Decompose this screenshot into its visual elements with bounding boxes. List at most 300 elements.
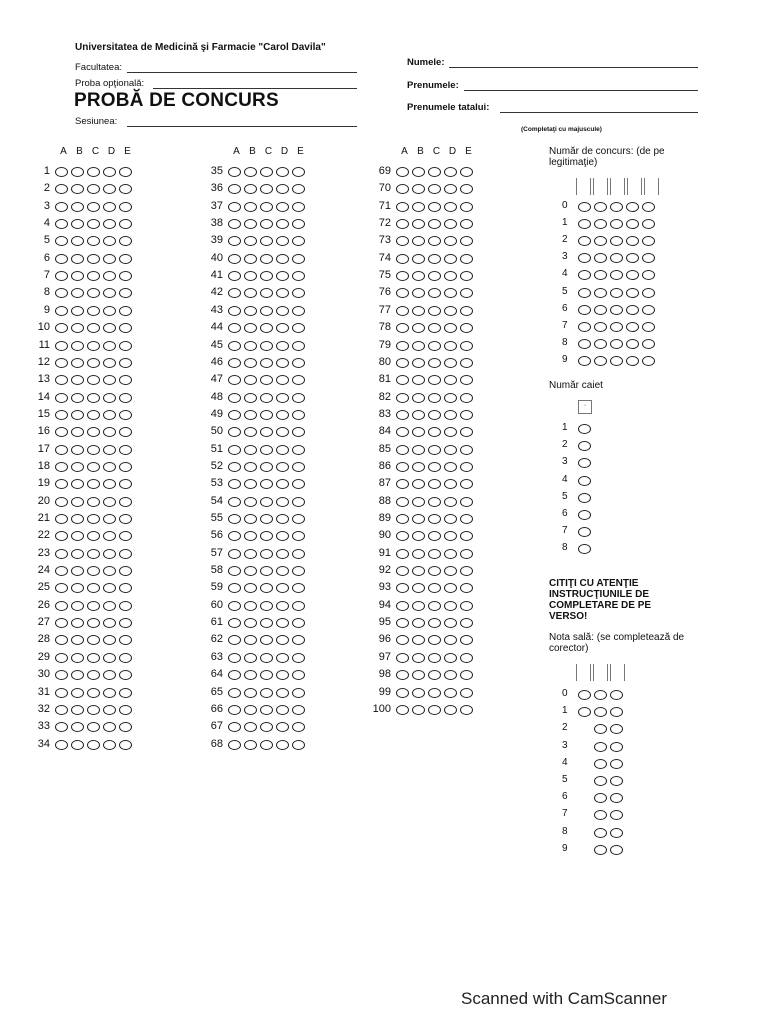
- candidate-number-bubble[interactable]: [642, 305, 655, 315]
- answer-bubble-c[interactable]: [87, 445, 100, 455]
- answer-bubble-b[interactable]: [412, 341, 425, 351]
- answer-bubble-d[interactable]: [103, 427, 116, 437]
- answer-bubble-a[interactable]: [55, 583, 68, 593]
- room-grade-bubble[interactable]: [594, 742, 607, 752]
- answer-bubble-d[interactable]: [444, 288, 457, 298]
- answer-bubble-d[interactable]: [103, 497, 116, 507]
- answer-bubble-a[interactable]: [228, 462, 241, 472]
- answer-bubble-b[interactable]: [244, 271, 257, 281]
- room-grade-bubble[interactable]: [610, 759, 623, 769]
- answer-bubble-c[interactable]: [87, 479, 100, 489]
- answer-bubble-e[interactable]: [119, 375, 132, 385]
- answer-bubble-b[interactable]: [244, 531, 257, 541]
- answer-bubble-b[interactable]: [412, 688, 425, 698]
- candidate-number-bubble[interactable]: [578, 202, 591, 212]
- answer-bubble-b[interactable]: [244, 236, 257, 246]
- answer-bubble-a[interactable]: [55, 358, 68, 368]
- answer-bubble-a[interactable]: [396, 306, 409, 316]
- answer-bubble-e[interactable]: [292, 167, 305, 177]
- answer-bubble-c[interactable]: [428, 705, 441, 715]
- answer-bubble-e[interactable]: [292, 236, 305, 246]
- candidate-number-bubble[interactable]: [578, 322, 591, 332]
- answer-bubble-c[interactable]: [428, 688, 441, 698]
- answer-bubble-e[interactable]: [119, 479, 132, 489]
- answer-bubble-c[interactable]: [428, 271, 441, 281]
- answer-bubble-b[interactable]: [244, 497, 257, 507]
- answer-bubble-c[interactable]: [260, 341, 273, 351]
- answer-bubble-d[interactable]: [276, 375, 289, 385]
- answer-bubble-e[interactable]: [460, 462, 473, 472]
- answer-bubble-d[interactable]: [103, 635, 116, 645]
- answer-bubble-b[interactable]: [244, 341, 257, 351]
- answer-bubble-b[interactable]: [412, 393, 425, 403]
- answer-bubble-a[interactable]: [55, 514, 68, 524]
- answer-bubble-d[interactable]: [444, 393, 457, 403]
- answer-bubble-c[interactable]: [260, 618, 273, 628]
- answer-bubble-c[interactable]: [428, 375, 441, 385]
- room-grade-bubble[interactable]: [578, 707, 591, 717]
- answer-bubble-b[interactable]: [244, 479, 257, 489]
- answer-bubble-a[interactable]: [396, 219, 409, 229]
- answer-bubble-e[interactable]: [460, 635, 473, 645]
- faculty-field[interactable]: [127, 72, 357, 73]
- answer-bubble-a[interactable]: [228, 271, 241, 281]
- candidate-number-bubble[interactable]: [578, 236, 591, 246]
- answer-bubble-b[interactable]: [71, 462, 84, 472]
- answer-bubble-a[interactable]: [396, 635, 409, 645]
- answer-bubble-b[interactable]: [244, 202, 257, 212]
- candidate-number-bubble[interactable]: [626, 253, 639, 263]
- answer-bubble-a[interactable]: [396, 167, 409, 177]
- answer-bubble-d[interactable]: [276, 410, 289, 420]
- answer-bubble-b[interactable]: [71, 358, 84, 368]
- room-grade-bubble[interactable]: [594, 810, 607, 820]
- answer-bubble-b[interactable]: [244, 184, 257, 194]
- answer-bubble-a[interactable]: [55, 618, 68, 628]
- answer-bubble-d[interactable]: [276, 566, 289, 576]
- answer-bubble-a[interactable]: [396, 375, 409, 385]
- answer-bubble-a[interactable]: [55, 722, 68, 732]
- booklet-number-bubble[interactable]: [578, 493, 591, 503]
- answer-bubble-a[interactable]: [228, 601, 241, 611]
- answer-bubble-e[interactable]: [292, 254, 305, 264]
- answer-bubble-a[interactable]: [396, 566, 409, 576]
- answer-bubble-d[interactable]: [444, 236, 457, 246]
- answer-bubble-a[interactable]: [228, 670, 241, 680]
- answer-bubble-a[interactable]: [55, 393, 68, 403]
- answer-bubble-c[interactable]: [260, 410, 273, 420]
- answer-bubble-c[interactable]: [428, 219, 441, 229]
- answer-bubble-e[interactable]: [460, 705, 473, 715]
- answer-bubble-d[interactable]: [444, 427, 457, 437]
- answer-bubble-e[interactable]: [292, 462, 305, 472]
- answer-bubble-d[interactable]: [276, 219, 289, 229]
- booklet-number-bubble[interactable]: [578, 441, 591, 451]
- answer-bubble-a[interactable]: [396, 670, 409, 680]
- room-grade-bubble[interactable]: [610, 690, 623, 700]
- answer-bubble-e[interactable]: [460, 202, 473, 212]
- answer-bubble-e[interactable]: [119, 410, 132, 420]
- candidate-number-bubble[interactable]: [626, 305, 639, 315]
- answer-bubble-a[interactable]: [396, 601, 409, 611]
- candidate-number-bubble[interactable]: [610, 253, 623, 263]
- answer-bubble-d[interactable]: [103, 722, 116, 732]
- answer-bubble-e[interactable]: [119, 219, 132, 229]
- answer-bubble-e[interactable]: [460, 688, 473, 698]
- answer-bubble-e[interactable]: [460, 531, 473, 541]
- answer-bubble-b[interactable]: [71, 410, 84, 420]
- answer-bubble-e[interactable]: [119, 688, 132, 698]
- answer-bubble-d[interactable]: [103, 375, 116, 385]
- answer-bubble-e[interactable]: [292, 445, 305, 455]
- answer-bubble-b[interactable]: [244, 653, 257, 663]
- answer-bubble-c[interactable]: [260, 566, 273, 576]
- answer-bubble-e[interactable]: [119, 323, 132, 333]
- answer-bubble-d[interactable]: [276, 583, 289, 593]
- answer-bubble-d[interactable]: [103, 254, 116, 264]
- answer-bubble-c[interactable]: [260, 306, 273, 316]
- optional-test-field[interactable]: [153, 88, 357, 89]
- answer-bubble-a[interactable]: [55, 653, 68, 663]
- answer-bubble-d[interactable]: [103, 705, 116, 715]
- answer-bubble-a[interactable]: [55, 236, 68, 246]
- answer-bubble-d[interactable]: [103, 184, 116, 194]
- answer-bubble-b[interactable]: [244, 740, 257, 750]
- answer-bubble-d[interactable]: [276, 479, 289, 489]
- father-name-field[interactable]: [500, 112, 698, 113]
- answer-bubble-d[interactable]: [103, 236, 116, 246]
- candidate-number-bubble[interactable]: [642, 339, 655, 349]
- answer-bubble-e[interactable]: [460, 375, 473, 385]
- answer-bubble-e[interactable]: [460, 670, 473, 680]
- answer-bubble-a[interactable]: [228, 410, 241, 420]
- answer-bubble-e[interactable]: [119, 184, 132, 194]
- candidate-number-bubble[interactable]: [610, 288, 623, 298]
- answer-bubble-b[interactable]: [244, 722, 257, 732]
- answer-bubble-b[interactable]: [244, 549, 257, 559]
- booklet-number-bubble[interactable]: [578, 458, 591, 468]
- answer-bubble-a[interactable]: [396, 358, 409, 368]
- answer-bubble-d[interactable]: [444, 375, 457, 385]
- answer-bubble-a[interactable]: [228, 288, 241, 298]
- answer-bubble-d[interactable]: [103, 653, 116, 663]
- answer-bubble-a[interactable]: [396, 341, 409, 351]
- candidate-number-bubble[interactable]: [626, 288, 639, 298]
- answer-bubble-c[interactable]: [428, 427, 441, 437]
- answer-bubble-d[interactable]: [103, 566, 116, 576]
- answer-bubble-e[interactable]: [292, 514, 305, 524]
- booklet-number-bubble[interactable]: [578, 510, 591, 520]
- answer-bubble-c[interactable]: [260, 670, 273, 680]
- answer-bubble-c[interactable]: [87, 341, 100, 351]
- answer-bubble-c[interactable]: [428, 445, 441, 455]
- answer-bubble-d[interactable]: [444, 583, 457, 593]
- answer-bubble-c[interactable]: [260, 167, 273, 177]
- answer-bubble-c[interactable]: [87, 219, 100, 229]
- answer-bubble-b[interactable]: [244, 618, 257, 628]
- answer-bubble-c[interactable]: [428, 254, 441, 264]
- answer-bubble-e[interactable]: [292, 740, 305, 750]
- answer-bubble-c[interactable]: [87, 288, 100, 298]
- candidate-number-bubble[interactable]: [578, 305, 591, 315]
- answer-bubble-a[interactable]: [55, 410, 68, 420]
- answer-bubble-e[interactable]: [119, 445, 132, 455]
- answer-bubble-b[interactable]: [71, 288, 84, 298]
- answer-bubble-b[interactable]: [71, 583, 84, 593]
- answer-bubble-b[interactable]: [71, 375, 84, 385]
- candidate-number-bubble[interactable]: [610, 202, 623, 212]
- answer-bubble-c[interactable]: [260, 635, 273, 645]
- answer-bubble-e[interactable]: [460, 341, 473, 351]
- answer-bubble-d[interactable]: [103, 306, 116, 316]
- answer-bubble-e[interactable]: [292, 497, 305, 507]
- answer-bubble-b[interactable]: [244, 254, 257, 264]
- room-grade-bubble[interactable]: [594, 845, 607, 855]
- candidate-number-bubble[interactable]: [626, 202, 639, 212]
- answer-bubble-b[interactable]: [244, 323, 257, 333]
- answer-bubble-a[interactable]: [55, 566, 68, 576]
- answer-bubble-b[interactable]: [244, 688, 257, 698]
- answer-bubble-a[interactable]: [228, 479, 241, 489]
- answer-bubble-e[interactable]: [460, 393, 473, 403]
- answer-bubble-c[interactable]: [260, 323, 273, 333]
- answer-bubble-b[interactable]: [412, 653, 425, 663]
- answer-bubble-c[interactable]: [428, 288, 441, 298]
- answer-bubble-c[interactable]: [260, 219, 273, 229]
- answer-bubble-a[interactable]: [396, 410, 409, 420]
- answer-bubble-b[interactable]: [71, 236, 84, 246]
- answer-bubble-b[interactable]: [71, 167, 84, 177]
- answer-bubble-c[interactable]: [87, 427, 100, 437]
- answer-bubble-a[interactable]: [55, 740, 68, 750]
- answer-bubble-b[interactable]: [244, 514, 257, 524]
- booklet-number-bubble[interactable]: [578, 424, 591, 434]
- answer-bubble-b[interactable]: [412, 497, 425, 507]
- answer-bubble-a[interactable]: [396, 583, 409, 593]
- answer-bubble-c[interactable]: [428, 531, 441, 541]
- answer-bubble-c[interactable]: [428, 202, 441, 212]
- answer-bubble-e[interactable]: [460, 497, 473, 507]
- answer-bubble-d[interactable]: [276, 202, 289, 212]
- candidate-number-bubble[interactable]: [626, 322, 639, 332]
- answer-bubble-d[interactable]: [276, 341, 289, 351]
- room-grade-bubble[interactable]: [610, 724, 623, 734]
- answer-bubble-a[interactable]: [228, 566, 241, 576]
- answer-bubble-a[interactable]: [55, 202, 68, 212]
- answer-bubble-e[interactable]: [460, 167, 473, 177]
- candidate-number-bubble[interactable]: [642, 322, 655, 332]
- answer-bubble-d[interactable]: [444, 184, 457, 194]
- answer-bubble-b[interactable]: [71, 184, 84, 194]
- answer-bubble-c[interactable]: [428, 479, 441, 489]
- answer-bubble-a[interactable]: [228, 618, 241, 628]
- answer-bubble-c[interactable]: [428, 497, 441, 507]
- room-grade-bubble[interactable]: [594, 776, 607, 786]
- answer-bubble-a[interactable]: [55, 341, 68, 351]
- answer-bubble-c[interactable]: [87, 254, 100, 264]
- room-grade-bubble[interactable]: [578, 690, 591, 700]
- answer-bubble-b[interactable]: [71, 393, 84, 403]
- answer-bubble-a[interactable]: [396, 688, 409, 698]
- answer-bubble-d[interactable]: [276, 653, 289, 663]
- answer-bubble-d[interactable]: [103, 445, 116, 455]
- answer-bubble-a[interactable]: [228, 202, 241, 212]
- answer-bubble-c[interactable]: [260, 202, 273, 212]
- answer-bubble-b[interactable]: [412, 618, 425, 628]
- answer-bubble-a[interactable]: [55, 375, 68, 385]
- answer-bubble-d[interactable]: [276, 514, 289, 524]
- answer-bubble-c[interactable]: [87, 358, 100, 368]
- room-grade-boxes[interactable]: [576, 664, 627, 682]
- candidate-number-bubble[interactable]: [594, 288, 607, 298]
- answer-bubble-c[interactable]: [260, 688, 273, 698]
- candidate-number-bubble[interactable]: [626, 339, 639, 349]
- answer-bubble-b[interactable]: [71, 219, 84, 229]
- answer-bubble-c[interactable]: [428, 462, 441, 472]
- answer-bubble-d[interactable]: [276, 688, 289, 698]
- answer-bubble-a[interactable]: [396, 323, 409, 333]
- answer-bubble-e[interactable]: [119, 254, 132, 264]
- candidate-number-bubble[interactable]: [626, 270, 639, 280]
- answer-bubble-c[interactable]: [260, 514, 273, 524]
- answer-bubble-a[interactable]: [55, 271, 68, 281]
- answer-bubble-c[interactable]: [87, 618, 100, 628]
- answer-bubble-b[interactable]: [71, 531, 84, 541]
- answer-bubble-b[interactable]: [412, 271, 425, 281]
- booklet-number-bubble[interactable]: [578, 527, 591, 537]
- answer-bubble-c[interactable]: [428, 341, 441, 351]
- answer-bubble-a[interactable]: [55, 167, 68, 177]
- answer-bubble-a[interactable]: [55, 479, 68, 489]
- answer-bubble-e[interactable]: [119, 635, 132, 645]
- answer-bubble-d[interactable]: [444, 410, 457, 420]
- answer-bubble-e[interactable]: [119, 670, 132, 680]
- answer-bubble-a[interactable]: [55, 497, 68, 507]
- answer-bubble-e[interactable]: [119, 653, 132, 663]
- answer-bubble-d[interactable]: [103, 341, 116, 351]
- answer-bubble-d[interactable]: [103, 583, 116, 593]
- answer-bubble-b[interactable]: [244, 601, 257, 611]
- answer-bubble-b[interactable]: [71, 688, 84, 698]
- answer-bubble-a[interactable]: [55, 688, 68, 698]
- answer-bubble-e[interactable]: [292, 306, 305, 316]
- answer-bubble-c[interactable]: [87, 601, 100, 611]
- answer-bubble-a[interactable]: [396, 462, 409, 472]
- answer-bubble-e[interactable]: [460, 427, 473, 437]
- answer-bubble-e[interactable]: [292, 271, 305, 281]
- answer-bubble-e[interactable]: [292, 722, 305, 732]
- answer-bubble-c[interactable]: [260, 271, 273, 281]
- answer-bubble-b[interactable]: [412, 288, 425, 298]
- answer-bubble-a[interactable]: [396, 288, 409, 298]
- answer-bubble-b[interactable]: [244, 566, 257, 576]
- answer-bubble-c[interactable]: [260, 462, 273, 472]
- answer-bubble-c[interactable]: [260, 549, 273, 559]
- answer-bubble-e[interactable]: [119, 271, 132, 281]
- answer-bubble-a[interactable]: [396, 705, 409, 715]
- answer-bubble-c[interactable]: [87, 688, 100, 698]
- answer-bubble-c[interactable]: [260, 497, 273, 507]
- answer-bubble-d[interactable]: [444, 445, 457, 455]
- candidate-number-bubble[interactable]: [610, 322, 623, 332]
- answer-bubble-e[interactable]: [292, 688, 305, 698]
- answer-bubble-a[interactable]: [228, 653, 241, 663]
- answer-bubble-d[interactable]: [103, 219, 116, 229]
- answer-bubble-a[interactable]: [228, 375, 241, 385]
- answer-bubble-d[interactable]: [103, 601, 116, 611]
- answer-bubble-c[interactable]: [87, 306, 100, 316]
- answer-bubble-e[interactable]: [460, 566, 473, 576]
- answer-bubble-b[interactable]: [244, 705, 257, 715]
- answer-bubble-d[interactable]: [276, 358, 289, 368]
- answer-bubble-e[interactable]: [460, 653, 473, 663]
- answer-bubble-d[interactable]: [103, 514, 116, 524]
- answer-bubble-d[interactable]: [103, 202, 116, 212]
- candidate-number-bubble[interactable]: [594, 253, 607, 263]
- answer-bubble-a[interactable]: [228, 497, 241, 507]
- answer-bubble-a[interactable]: [55, 705, 68, 715]
- answer-bubble-e[interactable]: [460, 618, 473, 628]
- answer-bubble-b[interactable]: [71, 306, 84, 316]
- answer-bubble-e[interactable]: [460, 410, 473, 420]
- answer-bubble-d[interactable]: [276, 601, 289, 611]
- answer-bubble-d[interactable]: [103, 393, 116, 403]
- answer-bubble-d[interactable]: [276, 184, 289, 194]
- candidate-number-bubble[interactable]: [610, 219, 623, 229]
- answer-bubble-c[interactable]: [428, 583, 441, 593]
- answer-bubble-a[interactable]: [396, 445, 409, 455]
- answer-bubble-a[interactable]: [55, 670, 68, 680]
- answer-bubble-d[interactable]: [276, 531, 289, 541]
- answer-bubble-a[interactable]: [228, 531, 241, 541]
- answer-bubble-c[interactable]: [87, 462, 100, 472]
- answer-bubble-c[interactable]: [87, 531, 100, 541]
- answer-bubble-e[interactable]: [460, 236, 473, 246]
- answer-bubble-c[interactable]: [260, 184, 273, 194]
- answer-bubble-d[interactable]: [444, 531, 457, 541]
- answer-bubble-c[interactable]: [87, 514, 100, 524]
- answer-bubble-b[interactable]: [71, 635, 84, 645]
- answer-bubble-a[interactable]: [228, 549, 241, 559]
- answer-bubble-a[interactable]: [228, 635, 241, 645]
- answer-bubble-e[interactable]: [119, 341, 132, 351]
- answer-bubble-d[interactable]: [276, 722, 289, 732]
- answer-bubble-b[interactable]: [412, 202, 425, 212]
- room-grade-bubble[interactable]: [610, 776, 623, 786]
- answer-bubble-a[interactable]: [55, 635, 68, 645]
- answer-bubble-a[interactable]: [228, 688, 241, 698]
- answer-bubble-e[interactable]: [119, 497, 132, 507]
- answer-bubble-d[interactable]: [444, 479, 457, 489]
- answer-bubble-a[interactable]: [55, 219, 68, 229]
- answer-bubble-b[interactable]: [244, 393, 257, 403]
- answer-bubble-b[interactable]: [71, 740, 84, 750]
- answer-bubble-d[interactable]: [276, 254, 289, 264]
- answer-bubble-a[interactable]: [228, 323, 241, 333]
- answer-bubble-a[interactable]: [55, 601, 68, 611]
- candidate-number-bubble[interactable]: [642, 253, 655, 263]
- answer-bubble-e[interactable]: [292, 288, 305, 298]
- answer-bubble-e[interactable]: [119, 393, 132, 403]
- answer-bubble-a[interactable]: [228, 236, 241, 246]
- answer-bubble-c[interactable]: [428, 358, 441, 368]
- answer-bubble-d[interactable]: [276, 236, 289, 246]
- answer-bubble-c[interactable]: [87, 202, 100, 212]
- answer-bubble-c[interactable]: [260, 740, 273, 750]
- answer-bubble-c[interactable]: [87, 740, 100, 750]
- answer-bubble-e[interactable]: [292, 618, 305, 628]
- answer-bubble-d[interactable]: [444, 358, 457, 368]
